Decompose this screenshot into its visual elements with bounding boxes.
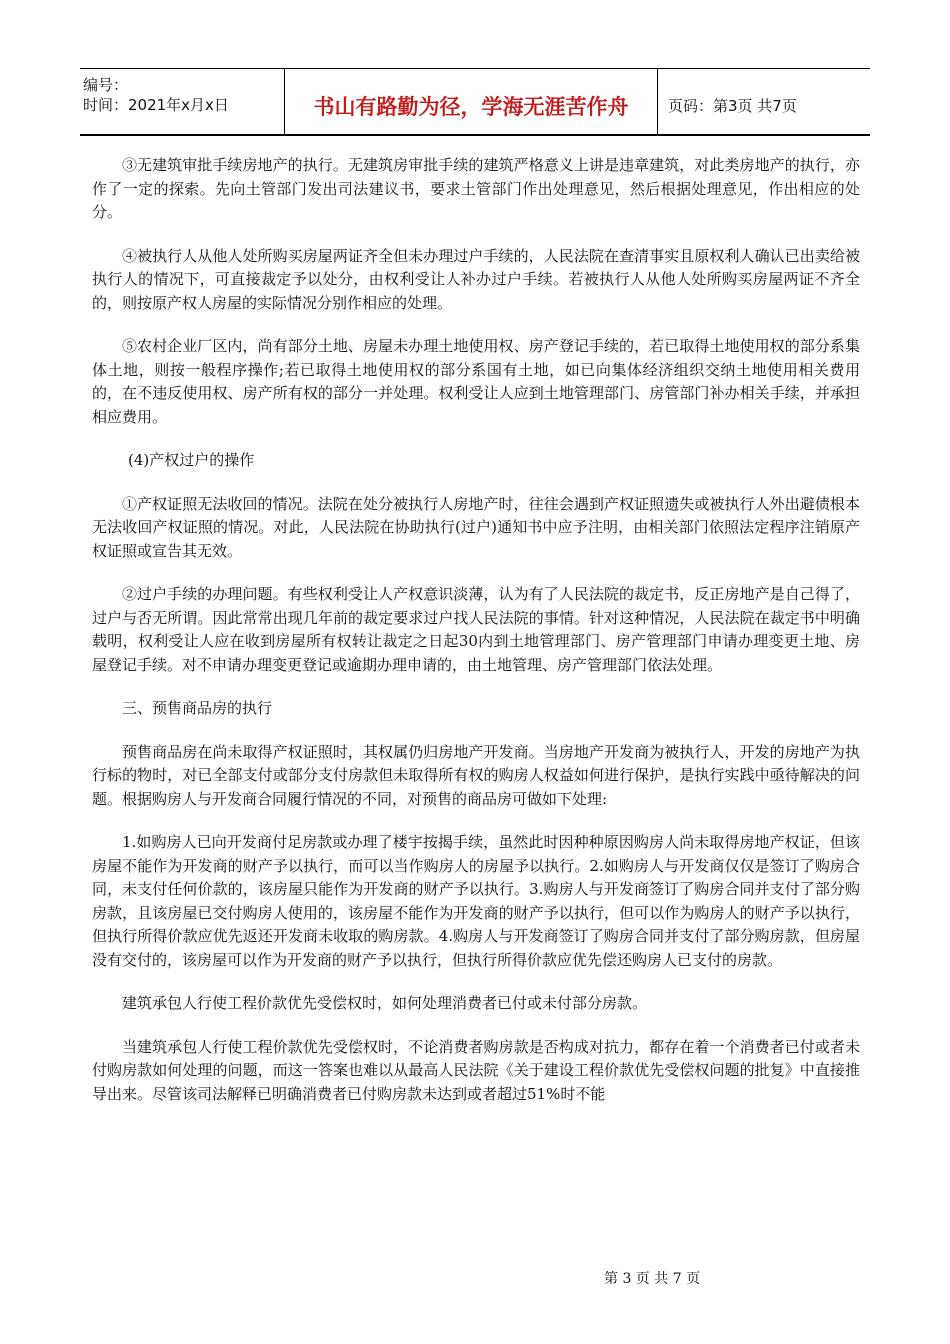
paragraph-item-5: ⑤农村企业厂区内，尚有部分土地、房屋未办理土地使用权、房产登记手续的，若已取得土地使用权的部分系集体土地，则按一般程序操作;若已取得土地使用权的部分系国有土地，如已向集体经济组织交纳土地使用相关费用的，在不违反使用权、房产所有权的部分一并处理。权利受让人应到土地管理部门、房管部门补办相关手续，并承担相应费用。 [92, 337, 860, 426]
paragraph-item-3: ③无建筑审批手续房地产的执行。无建筑房审批手续的建筑严格意义上讲是违章建筑，对此类房地产的执行，亦作了一定的探索。先向土管部门发出司法建议书，要求土管部门作出处理意见，然后根据处理意见，作出相应的处分。 [92, 156, 860, 221]
paragraph-presale-cases: 1.如购房人已向开发商付足房款或办理了楼宇按揭手续，虽然此时因种种原因购房人尚未取得房地产权证，但该房屋不能作为开发商的财产予以执行，而可以当作购房人的房屋予以执行。2.如购房人与开发商仅仅是签订了购房合同，未支付任何价款的，该房屋只能作为开发商的财产予以执行。3.购房人与开发商签订了购房合同并支付了部分购房款，且该房屋已交付购房人使用的，该房屋不能作为开发商的财产予以执行，但可以作为购房人的财产予以执行，但执行所得价款应优先返还开发商未收取的购房款。4.购房人与开发商签订了购房合同并支付了部分购房款，但房屋没有交付的，该房屋可以作为开发商的财产予以执行，但执行所得价款应优先偿还购房人已支付的房款。 [92, 833, 860, 969]
header-meta [80, 69, 285, 134]
paragraph-question: 建筑承包人行使工程价款优先受偿权时，如何处理消费者已付或未付部分房款。 [122, 994, 648, 1012]
header-page-indicator: 页码：第3页 共7页 [668, 97, 797, 115]
document-body [92, 154, 860, 1126]
paragraph-transfer-1: ①产权证照无法收回的情况。法院在处分被执行人房地产时，往往会遇到产权证照遗失或被执行人外出避债根本无法收回产权证照的情况。对此，人民法院在协助执行(过户)通知书中应予注明，由相关部门依照法定程序注销原产权证照或宣告其无效。 [92, 494, 860, 560]
page-footer: 第 3 页 共 7 页 [604, 1271, 701, 1287]
page-header [80, 68, 870, 136]
document-number-label: 编号： [83, 76, 129, 94]
paragraph-transfer-2: ②过户手续的办理问题。有些权利受让人产权意识淡薄，认为有了人民法院的裁定书，反正房地产是自己得了，过户与否无所谓。因此常常出现几年前的裁定要求过户找人民法院的事情。针对这种情况，人民法院在裁定书中明确载明，权利受让人应在收到房屋所有权转让裁定之日起30内到土地管理部门、房产管理部门申请办理变更土地、房屋登记手续。对不申请办理变更登记或逾期办理申请的，由土地管理、房产管理部门依法处理。 [92, 585, 860, 674]
section-heading-ownership-transfer: (4)产权过户的操作 [128, 451, 255, 469]
paragraph-answer: 当建筑承包人行使工程价款优先受偿权时，不论消费者购房款是否构成对抗力，都存在着一个消费者已付或者未付购房款如何处理的问题，而这一答案也难以从最高人民法院《关于建设工程价款优先受偿权问题的批复》中直接推导出来。尽管该司法解释已明确消费者已付购房款未达到或者超过51%时不能 [92, 1037, 860, 1103]
paragraph-presale-intro: 预售商品房在尚未取得产权证照时，其权属仍归房地产开发商。当房地产开发商为被执行人，开发的房地产为执行标的物时，对已全部支付或部分支付房款但未取得所有权的购房人权益如何进行保护，是执行实践中亟待解决的问题。根据购房人与开发商合同履行情况的不同，对预售的商品房可做如下处理: [92, 742, 860, 808]
section-heading-presale: 三、预售商品房的执行 [122, 699, 273, 717]
paragraph-item-4: ④被执行人从他人处所购买房屋两证齐全但未办理过户手续的，人民法院在查清事实且原权利人确认已出卖给被执行人的情况下，可直接裁定予以处分，由权利受让人补办过户手续。若被执行人从他人处所购买房屋两证不齐全的，则按原产权人房屋的实际情况分别作相应的处理。 [92, 246, 860, 312]
header-motto: 书山有路勤为径，学海无涯苦作舟 [285, 69, 658, 134]
document-date: 时间：2021年x月x日 [83, 96, 229, 114]
